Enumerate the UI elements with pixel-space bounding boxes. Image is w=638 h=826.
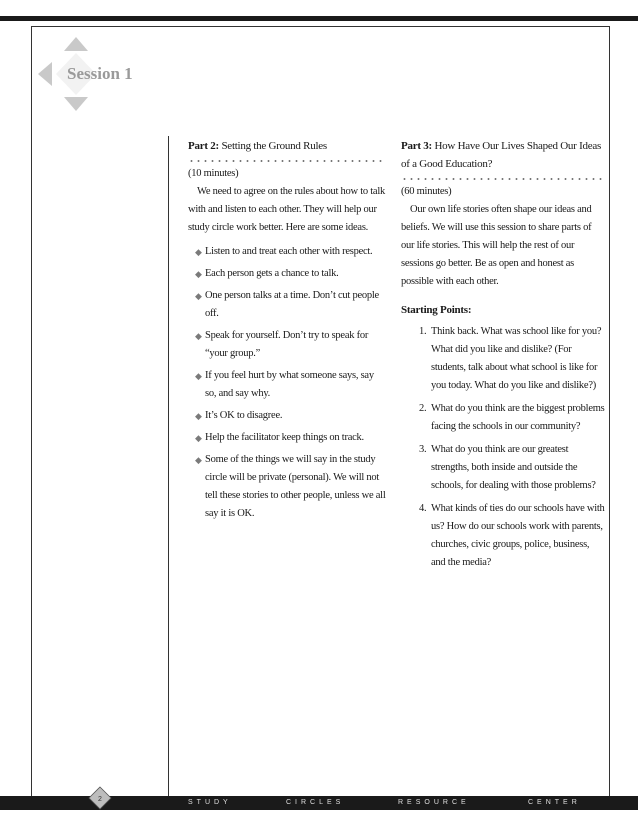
list-item: [401, 400, 606, 436]
footer-word: CENTER: [528, 799, 581, 806]
dotted-rule: [188, 159, 386, 163]
column-divider: [168, 136, 169, 796]
list-item-text: Think back. What was school like for you? What did you like and dislike? (For students, talk about what school is like for you today. What do you like and dislike?): [431, 326, 602, 391]
list-item-number: 4.: [419, 503, 427, 514]
part3-column: [401, 137, 606, 577]
list-item-text: It’s OK to disagree.: [205, 410, 283, 421]
list-item: [188, 407, 386, 425]
part2-heading-bold: Part 2:: [188, 140, 219, 152]
list-item: [401, 500, 606, 572]
ground-rules-list: [188, 243, 386, 523]
diamond-bullet-icon: ◆: [195, 411, 202, 421]
list-item: [188, 451, 386, 523]
list-item: [188, 243, 386, 261]
list-item: [401, 441, 606, 495]
part3-heading-title: How Have Our Lives Shaped Our Ideas of a Good Education?: [401, 140, 602, 170]
diamond-bullet-icon: ◆: [195, 269, 202, 279]
part3-duration: (60 minutes): [401, 186, 452, 197]
list-item-text: What kinds of ties do our schools have with us? How do our schools work with parents, churches, civic groups, police, business, and the media?: [431, 503, 605, 568]
list-item-text: If you feel hurt by what someone says, say so, and say why.: [205, 370, 374, 399]
starting-points-heading: Starting Points:: [401, 304, 472, 316]
list-item: [188, 287, 386, 323]
list-item: [188, 265, 386, 283]
list-item-number: 3.: [419, 444, 427, 455]
diamond-bullet-icon: ◆: [195, 291, 202, 301]
part2-intro: We need to agree on the rules about how to talk with and listen to each other. They will help our study circle work better. Here are some ideas.: [188, 186, 386, 233]
page-number: 2: [98, 796, 102, 803]
diamond-bullet-icon: ◆: [195, 455, 202, 465]
diamond-bullet-icon: ◆: [195, 331, 202, 341]
top-rule: [0, 16, 638, 21]
diamond-bullet-icon: ◆: [195, 433, 202, 443]
page-diamond-icon: [88, 786, 112, 810]
list-item-number: 2.: [419, 403, 427, 414]
list-item-text: Help the facilitator keep things on track.: [205, 432, 364, 443]
part2-duration: (10 minutes): [188, 168, 239, 179]
part2-heading: [188, 137, 386, 155]
footer-word: STUDY: [188, 799, 232, 806]
list-item: [188, 429, 386, 447]
part2-heading-title: Setting the Ground Rules: [218, 140, 327, 152]
footer-word: CIRCLES: [286, 799, 345, 806]
starting-points-list: [401, 323, 606, 572]
list-item-text: Speak for yourself. Don’t try to speak for “your group.”: [205, 330, 369, 359]
dotted-rule: [401, 177, 606, 181]
list-item-text: Listen to and treat each other with respect.: [205, 246, 373, 257]
list-item: [188, 367, 386, 403]
part3-heading-bold: Part 3:: [401, 140, 432, 152]
list-item: [401, 323, 606, 395]
part3-heading: [401, 137, 606, 173]
list-item: [188, 327, 386, 363]
footer-word: RESOURCE: [398, 799, 470, 806]
page-number-badge: [88, 786, 112, 810]
list-item-text: What do you think are our greatest strengths, both inside and outside the schools, for dealing with those problems?: [431, 444, 596, 491]
diamond-bullet-icon: ◆: [195, 247, 202, 257]
session-label: Session 1: [67, 64, 133, 83]
list-item-text: Each person gets a chance to talk.: [205, 268, 339, 279]
diamond-bullet-icon: ◆: [195, 371, 202, 381]
list-item-number: 1.: [419, 326, 427, 337]
list-item-text: Some of the things we will say in the study circle will be private (personal). We will not tell these stories to other people, unless we all say it is OK.: [205, 454, 386, 519]
list-item-text: What do you think are the biggest problems facing the schools in our community?: [431, 403, 605, 432]
part2-column: [188, 137, 386, 527]
list-item-text: One person talks at a time. Don’t cut people off.: [205, 290, 379, 319]
part3-intro: Our own life stories often shape our ideas and beliefs. We will use this session to share parts of our life stories. This will help the rest of our sessions go better. Be as open and honest as possible with each other.: [401, 204, 592, 287]
